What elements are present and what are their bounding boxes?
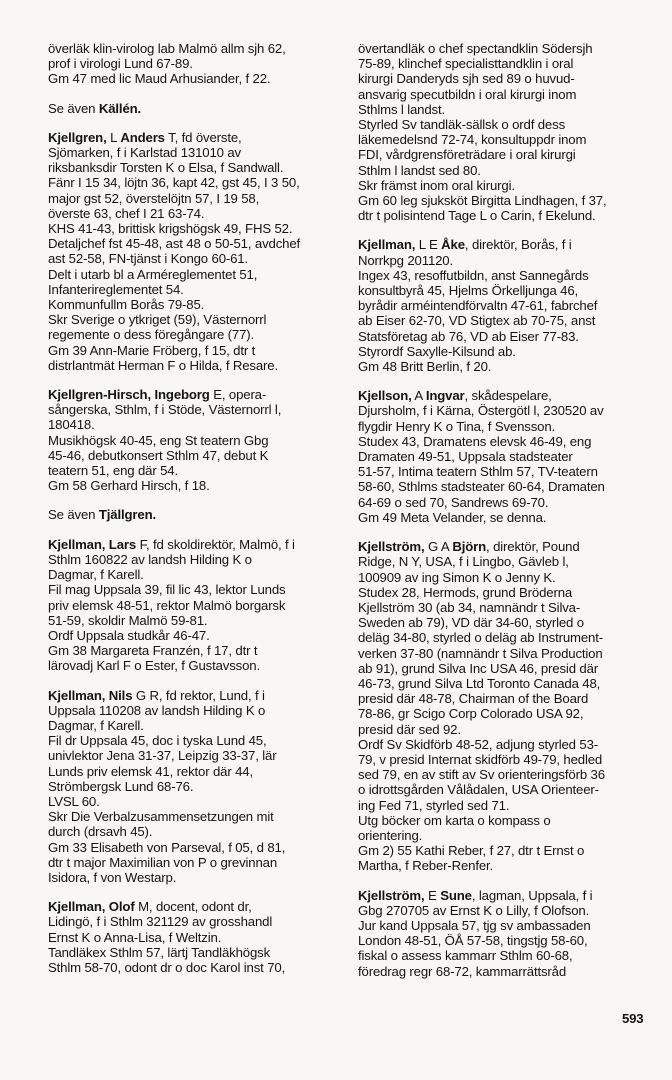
entry-line: Gm 2) 55 Kathi Reber, f 27, dtr t Ernst o: [358, 843, 585, 859]
biography-entry: [358, 539, 658, 873]
entry-line: major gst 52, överstelöjtn 57, I 19 58,: [48, 190, 260, 206]
biography-entry: [48, 41, 348, 87]
entry-line: Statsföretag ab 76, VD ab Eiser 77-83.: [358, 328, 579, 344]
entry-line: Sjömarken, f i Karlstad 131010 av: [48, 145, 241, 161]
entry-heading-rest: A Ingvar, skådespelare,: [411, 388, 552, 404]
entry-line: Infanterireglementet 54.: [48, 281, 184, 297]
entry-line: Fänr I 15 34, löjtn 36, kapt 42, gst 45, I 3 50,: [48, 175, 300, 191]
entry-heading: [48, 387, 348, 402]
entry-name: Kjellgren,: [48, 129, 107, 145]
entry-line: Dagmar, f Karell.: [48, 567, 144, 583]
entry-line: Dagmar, f Karell.: [48, 717, 144, 733]
entry-line: Delt i utarb bl a Arméreglementet 51,: [48, 266, 258, 282]
entry-line: Ordf Sv Skidförb 48-52, adjung styrled 53-: [358, 736, 598, 752]
entry-line: Musikhögsk 40-45, eng St teatern Gbg: [48, 432, 269, 448]
entry-line: Martha, f Reber-Renfer.: [358, 858, 494, 874]
entry-heading: [48, 899, 348, 914]
entry-line: dtr t major Maximilian von P o grevinnan: [48, 854, 278, 870]
entry-line: Jur kand Uppsala 57, tjg sv ambassaden: [358, 917, 591, 933]
entry-line: dtr t polisintend Tage L o Carin, f Ekelund.: [358, 208, 596, 224]
entry-line: Studex 43, Dramatens elevsk 46-49, eng: [358, 433, 592, 449]
entry-line: Fil dr Uppsala 45, doc i tyska Lund 45,: [48, 733, 267, 749]
entry-heading-rest: G R, fd rektor, Lund, f i: [132, 687, 265, 703]
entry-line: LVSL 60.: [48, 793, 100, 809]
entry-line: 58-60, Sthlms stadsteater 60-64, Dramaten: [358, 479, 605, 495]
entry-heading: [48, 688, 348, 703]
entry-line: orientering.: [358, 827, 423, 843]
entry-heading: [358, 388, 658, 403]
entry-line: distrlantmät Herman F o Hilda, f Resare.: [48, 357, 278, 373]
entry-heading-rest: F, fd skoldirektör, Malmö, f i: [136, 536, 295, 552]
biography-entry: [48, 899, 348, 975]
entry-line: Ridge, N Y, USA, f i Lingbo, Gävleb l,: [358, 554, 569, 570]
entry-line: riksbanksdir Torsten K o Elsa, f Sandwall.: [48, 160, 284, 176]
entry-line: Ingex 43, resoffutbildn, anst Sannegårds: [358, 267, 589, 283]
entry-line: Styrordf Saxylle-Kilsund ab.: [358, 343, 516, 359]
entry-line: ab 91), grund Silva Inc USA 46, presid där: [358, 660, 599, 676]
entry-line: Sthlm l landst sed 80.: [358, 162, 481, 178]
entry-name: Kjellgren-Hirsch, Ingeborg: [48, 387, 210, 403]
entry-line: Kommunfullm Borås 79-85.: [48, 297, 205, 313]
entry-line: Sthlm 58-70, odont dr o doc Karol inst 70,: [48, 959, 286, 975]
entry-heading: [358, 237, 658, 252]
entry-line: Kjellström 30 (ab 34, namnändr t Silva-: [358, 599, 581, 615]
entry-line: ing Fed 71, styrled sed 71.: [358, 797, 510, 813]
entry-line: 180418.: [48, 417, 95, 433]
entry-line: sed 79, en av stift av Sv orienteringsförb 36: [358, 767, 605, 783]
entry-line: Se även Källén.: [48, 100, 142, 116]
entry-line: fiskal o assess kammarr Sthlm 60-68,: [358, 948, 573, 964]
biography-entry: [358, 888, 658, 979]
entry-heading: [358, 888, 658, 903]
biography-entry: [48, 101, 348, 116]
entry-line: Norrkpg 201120.: [358, 252, 454, 268]
entry-line: 51-59, skoldir Malmö 59-81.: [48, 612, 208, 628]
entry-line: Gm 48 Britt Berlin, f 20.: [358, 359, 492, 375]
entry-line: verken 37-80 (namnändr t Silva Production: [358, 645, 603, 661]
entry-line: kirurgi Danderyds sjh sed 89 o huvud-: [358, 71, 575, 87]
biography-entry: [48, 130, 348, 373]
entry-line: Gm 33 Elisabeth von Parseval, f 05, d 81,: [48, 839, 286, 855]
entry-line: univlektor Jena 31-37, Leipzig 33-37, lär: [48, 748, 277, 764]
entry-line: FDI, vårdgrensföreträdare i oral kirurgi: [358, 147, 576, 163]
entry-line: Isidora, f von Westarp.: [48, 869, 177, 885]
entry-heading-rest: G A Björn, direktör, Pound: [424, 539, 580, 555]
entry-line: övertandläk o chef spectandklin Södersjh: [358, 41, 593, 56]
entry-line: 79, v presid Internat skidförb 49-79, hedled: [358, 751, 603, 767]
entry-line: Djursholm, f i Kärna, Östergötl l, 230520 av: [358, 403, 604, 419]
entry-line: 45-46, debutkonsert Sthlm 47, debut K: [48, 447, 269, 463]
entry-line: priv elemsk 48-51, rektor Malmö borgarsk: [48, 597, 286, 613]
entry-line: Studex 28, Hermods, grund Bröderna: [358, 584, 573, 600]
entry-line: teatern 51, eng där 54.: [48, 463, 178, 479]
entry-line: Sweden ab 79), VD där 34-60, styrled o: [358, 615, 584, 631]
entry-line: KHS 41-43, brittisk krigshögsk 49, FHS 52.: [48, 221, 293, 237]
biography-entry: [358, 41, 658, 223]
entry-line: Skr Sverige o ytkriget (59), Västernorrl: [48, 312, 267, 328]
biography-entry: [358, 388, 658, 525]
entry-line: överste 63, chef I 21 63-74.: [48, 205, 205, 221]
biography-entry: [48, 507, 348, 522]
entry-line: Dramaten 49-51, Uppsala stadsteater: [358, 449, 573, 465]
entry-name: Kjellman, Olof: [48, 899, 135, 915]
entry-heading: [48, 130, 348, 145]
entry-line: Fil mag Uppsala 39, fil lic 43, lektor Lunds: [48, 582, 286, 598]
entry-name: Kjellman, Nils: [48, 687, 133, 703]
left-column: [48, 41, 348, 989]
entry-line: Gm 49 Meta Velander, se denna.: [358, 509, 547, 525]
entry-line: presid där 48-78, Chairman of the Board: [358, 691, 589, 707]
entry-line: Gm 39 Ann-Marie Fröberg, f 15, dtr t: [48, 342, 256, 358]
entry-heading-rest: M, docent, odont dr,: [134, 899, 252, 915]
entry-line: Gm 58 Gerhard Hirsch, f 18.: [48, 478, 210, 494]
entry-line: Detaljchef fst 45-48, ast 48 o 50-51, avdchef: [48, 236, 301, 252]
biography-entry: [48, 688, 348, 886]
entry-line: presid där sed 92.: [358, 721, 461, 737]
entry-line: Sthlm 160822 av landsh Hilding K o: [48, 551, 252, 567]
entry-name: Kjellström,: [358, 887, 425, 903]
entry-line: konsultbyrå 45, Hjelms Örkelljunga 46,: [358, 283, 579, 299]
entry-line: överläk klin-virolog lab Malmö allm sjh 62,: [48, 41, 286, 56]
entry-heading-rest: L Anders T, fd överste,: [106, 129, 242, 145]
entry-line: Tandläkex Sthlm 57, lärtj Tandläkhögsk: [48, 944, 271, 960]
entry-line: regemente o dess föregångare (77).: [48, 327, 255, 343]
entry-line: flygdir Henry K o Tina, f Svensson.: [358, 418, 556, 434]
biography-entry: [48, 387, 348, 493]
entry-line: Skr främst inom oral kirurgi.: [358, 177, 515, 193]
entry-line: Sthlms l landst.: [358, 101, 446, 117]
right-column: [358, 41, 658, 993]
entry-line: 78-86, gr Scigo Corp Colorado USA 92,: [358, 706, 584, 722]
entry-name: Kjellman,: [358, 237, 416, 253]
biography-entry: [48, 537, 348, 674]
entry-line: ab Eiser 62-70, VD Stigtex ab 70-75, anst: [358, 313, 596, 329]
entry-line: Gm 47 med lic Maud Arhusiander, f 22.: [48, 71, 271, 87]
entry-line: Lunds priv elemsk 41, rektor där 44,: [48, 763, 253, 779]
entry-line: lärovadj Karl F o Ester, f Gustavsson.: [48, 658, 260, 674]
entry-line: Uppsala 110208 av landsh Hilding K o: [48, 702, 266, 718]
entry-line: o idrottsgården Vålådalen, USA Orienteer-: [358, 782, 599, 798]
entry-heading-rest: E, opera-: [209, 387, 267, 403]
page-number: 593: [622, 1011, 644, 1026]
biography-entry: [358, 237, 658, 374]
entry-line: Utg böcker om karta o kompass o: [358, 812, 551, 828]
entry-line: byrådir arméintendförvaltn 47-61, fabrchef: [358, 298, 598, 314]
entry-line: 75-89, klinchef specialisttandklin i oral: [358, 56, 574, 72]
entry-line: Styrled Sv tandläk-sällsk o ordf dess: [358, 117, 566, 133]
entry-line: 46-73, grund Silva Ltd Toronto Canada 48,: [358, 675, 601, 691]
entry-line: 51-57, Intima teatern Sthlm 57, TV-teatern: [358, 464, 598, 480]
entry-heading: [358, 539, 658, 554]
entry-heading-rest: L E Åke, direktör, Borås, f i: [415, 237, 572, 253]
entry-name: Kjellman, Lars: [48, 536, 137, 552]
entry-line: prof i virologi Lund 67-89.: [48, 56, 193, 72]
entry-line: Se även Tjällgren.: [48, 507, 156, 523]
entry-line: Strömbergsk Lund 68-76.: [48, 778, 194, 794]
entry-heading-rest: E Sune, lagman, Uppsala, f i: [424, 887, 593, 903]
entry-line: 64-69 o sed 70, Sandrews 69-70.: [358, 494, 549, 510]
entry-line: Ordf Uppsala studkår 46-47.: [48, 627, 210, 643]
entry-line: sångerska, Sthlm, f i Stöde, Västernorrl l,: [48, 402, 282, 418]
entry-line: läkemedelsnd 72-74, konsultuppdr inom: [358, 132, 587, 148]
entry-line: Gm 60 leg sjuksköt Birgitta Lindhagen, f 37,: [358, 193, 607, 209]
entry-line: Ernst K o Anna-Lisa, f Weltzin.: [48, 929, 222, 945]
entry-line: 100909 av ing Simon K o Jenny K.: [358, 569, 556, 585]
entry-line: Lidingö, f i Sthlm 321129 av grosshandl: [48, 914, 273, 930]
entry-line: Gm 38 Margareta Franzén, f 17, dtr t: [48, 643, 258, 659]
entry-line: durch (drsavh 45).: [48, 824, 153, 840]
entry-line: Skr Die Verbalzusammensetzungen mit: [48, 809, 274, 825]
entry-line: deläg 34-80, styrled o deläg ab Instrument-: [358, 630, 603, 646]
entry-name: Kjellson,: [358, 388, 412, 404]
entry-line: föredrag regr 68-72, kammarrättsråd: [358, 963, 567, 979]
entry-line: ansvarig specutbildn i oral kirurgi inom: [358, 86, 577, 102]
entry-line: ast 52-58, FN-tjänst i Kongo 60-61.: [48, 251, 248, 267]
entry-name: Kjellström,: [358, 539, 425, 555]
entry-line: Gbg 270705 av Ernst K o Lilly, f Olofson.: [358, 902, 590, 918]
entry-line: London 48-51, ÖÅ 57-58, tingstjg 58-60,: [358, 933, 588, 949]
entry-heading: [48, 537, 348, 552]
